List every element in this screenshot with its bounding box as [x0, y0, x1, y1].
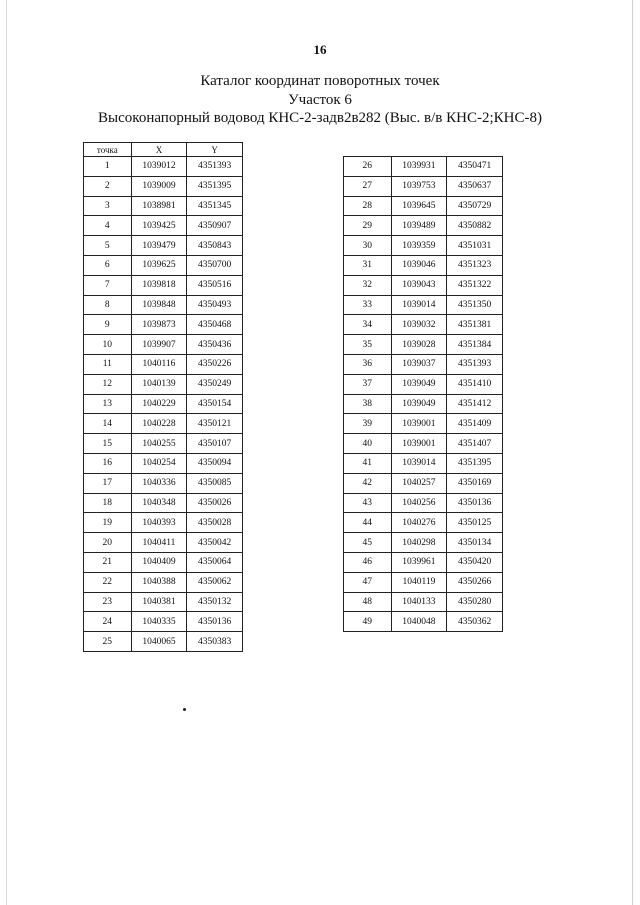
x-coordinate-cell: 1039907 — [131, 335, 187, 355]
point-number-cell: 44 — [344, 513, 392, 533]
x-coordinate-cell: 1040257 — [391, 473, 447, 493]
y-coordinate-cell: 4350436 — [187, 335, 243, 355]
table-row — [84, 493, 243, 513]
table-row — [344, 295, 503, 315]
table-row — [344, 236, 503, 256]
y-coordinate-cell: 4350882 — [447, 216, 503, 236]
point-number-cell: 28 — [344, 196, 392, 216]
point-number-cell: 3 — [84, 196, 132, 216]
point-number-cell: 8 — [84, 295, 132, 315]
y-coordinate-cell: 4350042 — [187, 533, 243, 553]
y-coordinate-cell: 4350094 — [187, 453, 243, 473]
point-number-cell: 4 — [84, 216, 132, 236]
y-coordinate-cell: 4350700 — [187, 255, 243, 275]
y-coordinate-cell: 4350125 — [447, 513, 503, 533]
point-number-cell: 1 — [84, 157, 132, 177]
x-coordinate-cell: 1040119 — [391, 572, 447, 592]
x-coordinate-cell: 1040229 — [131, 394, 187, 414]
pipeline-title: Высоконапорный водовод КНС-2-задв2в282 (Выс. в/в КНС-2;КНС-8) — [98, 110, 542, 126]
point-number-cell: 9 — [84, 315, 132, 335]
x-coordinate-cell: 1040116 — [131, 354, 187, 374]
y-coordinate-cell: 4350154 — [187, 394, 243, 414]
stray-dot-mark — [183, 708, 186, 711]
y-coordinate-cell: 4350121 — [187, 414, 243, 434]
y-coordinate-cell: 4350107 — [187, 434, 243, 454]
point-number-cell: 26 — [344, 157, 392, 177]
table-row — [84, 414, 243, 434]
x-coordinate-cell: 1039931 — [391, 157, 447, 177]
x-coordinate-cell: 1040228 — [131, 414, 187, 434]
table-row — [344, 176, 503, 196]
y-coordinate-cell: 4350134 — [447, 533, 503, 553]
table-row — [84, 335, 243, 355]
x-coordinate-cell: 1039012 — [131, 157, 187, 177]
x-coordinate-cell: 1039049 — [391, 374, 447, 394]
x-coordinate-cell: 1039753 — [391, 176, 447, 196]
x-coordinate-cell: 1040336 — [131, 473, 187, 493]
y-coordinate-cell: 4351409 — [447, 414, 503, 434]
coordinates-table-left — [83, 142, 243, 652]
y-coordinate-cell: 4350493 — [187, 295, 243, 315]
y-coordinate-cell: 4351384 — [447, 335, 503, 355]
y-coordinate-cell: 4350169 — [447, 473, 503, 493]
x-coordinate-cell: 1039001 — [391, 434, 447, 454]
table-row — [84, 473, 243, 493]
point-number-cell: 47 — [344, 572, 392, 592]
y-coordinate-cell: 4351381 — [447, 315, 503, 335]
catalog-title: Каталог координат поворотных точек — [200, 73, 440, 89]
y-coordinate-cell: 4350249 — [187, 374, 243, 394]
x-coordinate-cell: 1040276 — [391, 513, 447, 533]
table-row — [344, 453, 503, 473]
point-number-cell: 32 — [344, 275, 392, 295]
table-row — [344, 572, 503, 592]
table-row — [84, 434, 243, 454]
y-coordinate-cell: 4350226 — [187, 354, 243, 374]
x-coordinate-cell: 1039425 — [131, 216, 187, 236]
y-coordinate-cell: 4350028 — [187, 513, 243, 533]
point-number-cell: 19 — [84, 513, 132, 533]
x-coordinate-cell: 1040254 — [131, 453, 187, 473]
y-coordinate-cell: 4350383 — [187, 632, 243, 652]
x-coordinate-cell: 1039359 — [391, 236, 447, 256]
table-row — [84, 533, 243, 553]
point-number-cell: 43 — [344, 493, 392, 513]
table-row — [84, 196, 243, 216]
section-title: Участок 6 — [288, 92, 352, 108]
point-number-cell: 6 — [84, 255, 132, 275]
y-coordinate-cell: 4351395 — [447, 453, 503, 473]
point-number-cell: 23 — [84, 592, 132, 612]
table-row — [344, 434, 503, 454]
table-row — [84, 453, 243, 473]
x-coordinate-cell: 1040139 — [131, 374, 187, 394]
table-header-row — [84, 143, 243, 157]
table-row — [344, 533, 503, 553]
scan-edge-right — [632, 0, 633, 905]
table-row — [344, 354, 503, 374]
point-number-cell: 21 — [84, 552, 132, 572]
y-coordinate-cell: 4350136 — [447, 493, 503, 513]
table-row — [84, 216, 243, 236]
y-coordinate-cell: 4350362 — [447, 612, 503, 632]
point-number-cell: 29 — [344, 216, 392, 236]
table-row — [344, 196, 503, 216]
point-number-cell: 12 — [84, 374, 132, 394]
x-coordinate-cell: 1039645 — [391, 196, 447, 216]
table-row — [84, 513, 243, 533]
table-row — [84, 374, 243, 394]
y-coordinate-cell: 4350420 — [447, 552, 503, 572]
header-point: точка — [84, 143, 132, 157]
x-coordinate-cell: 1040411 — [131, 533, 187, 553]
table-row — [84, 592, 243, 612]
table-row — [84, 275, 243, 295]
x-coordinate-cell: 1040409 — [131, 552, 187, 572]
table-row — [344, 216, 503, 236]
point-number-cell: 18 — [84, 493, 132, 513]
y-coordinate-cell: 4350062 — [187, 572, 243, 592]
y-coordinate-cell: 4350637 — [447, 176, 503, 196]
point-number-cell: 7 — [84, 275, 132, 295]
point-number-cell: 14 — [84, 414, 132, 434]
page-number: 16 — [313, 42, 327, 57]
x-coordinate-cell: 1039014 — [391, 453, 447, 473]
point-number-cell: 20 — [84, 533, 132, 553]
x-coordinate-cell: 1040255 — [131, 434, 187, 454]
x-coordinate-cell: 1039032 — [391, 315, 447, 335]
y-coordinate-cell: 4350280 — [447, 592, 503, 612]
x-coordinate-cell: 1040393 — [131, 513, 187, 533]
y-coordinate-cell: 4350843 — [187, 236, 243, 256]
x-coordinate-cell: 1039049 — [391, 394, 447, 414]
x-coordinate-cell: 1038981 — [131, 196, 187, 216]
y-coordinate-cell: 4351031 — [447, 236, 503, 256]
table-row — [84, 315, 243, 335]
x-coordinate-cell: 1040335 — [131, 612, 187, 632]
y-coordinate-cell: 4351345 — [187, 196, 243, 216]
y-coordinate-cell: 4351393 — [447, 354, 503, 374]
table-row — [84, 572, 243, 592]
point-number-cell: 30 — [344, 236, 392, 256]
y-coordinate-cell: 4350729 — [447, 196, 503, 216]
point-number-cell: 37 — [344, 374, 392, 394]
x-coordinate-cell: 1040381 — [131, 592, 187, 612]
x-coordinate-cell: 1040256 — [391, 493, 447, 513]
x-coordinate-cell: 1040133 — [391, 592, 447, 612]
point-number-cell: 31 — [344, 255, 392, 275]
y-coordinate-cell: 4350907 — [187, 216, 243, 236]
x-coordinate-cell: 1040065 — [131, 632, 187, 652]
table-row — [344, 592, 503, 612]
y-coordinate-cell: 4351393 — [187, 157, 243, 177]
y-coordinate-cell: 4351323 — [447, 255, 503, 275]
point-number-cell: 2 — [84, 176, 132, 196]
y-coordinate-cell: 4351407 — [447, 434, 503, 454]
point-number-cell: 16 — [84, 453, 132, 473]
y-coordinate-cell: 4350516 — [187, 275, 243, 295]
table-row — [344, 315, 503, 335]
point-number-cell: 11 — [84, 354, 132, 374]
x-coordinate-cell: 1039009 — [131, 176, 187, 196]
y-coordinate-cell: 4350026 — [187, 493, 243, 513]
x-coordinate-cell: 1039479 — [131, 236, 187, 256]
point-number-cell: 24 — [84, 612, 132, 632]
point-number-cell: 15 — [84, 434, 132, 454]
table-row — [84, 632, 243, 652]
table-row — [344, 552, 503, 572]
point-number-cell: 34 — [344, 315, 392, 335]
table-row — [344, 255, 503, 275]
y-coordinate-cell: 4351410 — [447, 374, 503, 394]
x-coordinate-cell: 1039014 — [391, 295, 447, 315]
point-number-cell: 36 — [344, 354, 392, 374]
point-number-cell: 49 — [344, 612, 392, 632]
table-row — [84, 612, 243, 632]
coordinates-table-right — [343, 156, 503, 632]
x-coordinate-cell: 1040298 — [391, 533, 447, 553]
table-row — [344, 374, 503, 394]
y-coordinate-cell: 4351350 — [447, 295, 503, 315]
x-coordinate-cell: 1040388 — [131, 572, 187, 592]
x-coordinate-cell: 1039028 — [391, 335, 447, 355]
point-number-cell: 13 — [84, 394, 132, 414]
table-row — [84, 255, 243, 275]
x-coordinate-cell: 1039489 — [391, 216, 447, 236]
point-number-cell: 10 — [84, 335, 132, 355]
x-coordinate-cell: 1039037 — [391, 354, 447, 374]
table-row — [344, 414, 503, 434]
x-coordinate-cell: 1039001 — [391, 414, 447, 434]
y-coordinate-cell: 4350064 — [187, 552, 243, 572]
x-coordinate-cell: 1039046 — [391, 255, 447, 275]
point-number-cell: 27 — [344, 176, 392, 196]
point-number-cell: 35 — [344, 335, 392, 355]
x-coordinate-cell: 1039961 — [391, 552, 447, 572]
y-coordinate-cell: 4350136 — [187, 612, 243, 632]
point-number-cell: 25 — [84, 632, 132, 652]
y-coordinate-cell: 4351412 — [447, 394, 503, 414]
table-row — [344, 513, 503, 533]
x-coordinate-cell: 1040348 — [131, 493, 187, 513]
point-number-cell: 48 — [344, 592, 392, 612]
point-number-cell: 42 — [344, 473, 392, 493]
point-number-cell: 40 — [344, 434, 392, 454]
table-row — [344, 612, 503, 632]
y-coordinate-cell: 4350085 — [187, 473, 243, 493]
y-coordinate-cell: 4351322 — [447, 275, 503, 295]
table-row — [84, 176, 243, 196]
point-number-cell: 5 — [84, 236, 132, 256]
x-coordinate-cell: 1039625 — [131, 255, 187, 275]
y-coordinate-cell: 4350132 — [187, 592, 243, 612]
header-y: Y — [187, 143, 243, 157]
table-row — [344, 394, 503, 414]
table-row — [344, 493, 503, 513]
table-row — [84, 354, 243, 374]
point-number-cell: 41 — [344, 453, 392, 473]
scan-edge-left — [6, 0, 7, 905]
table-row — [344, 157, 503, 177]
y-coordinate-cell: 4350471 — [447, 157, 503, 177]
point-number-cell: 33 — [344, 295, 392, 315]
point-number-cell: 17 — [84, 473, 132, 493]
table-row — [84, 552, 243, 572]
point-number-cell: 45 — [344, 533, 392, 553]
x-coordinate-cell: 1039873 — [131, 315, 187, 335]
point-number-cell: 22 — [84, 572, 132, 592]
table-row — [84, 394, 243, 414]
x-coordinate-cell: 1039818 — [131, 275, 187, 295]
x-coordinate-cell: 1039043 — [391, 275, 447, 295]
point-number-cell: 38 — [344, 394, 392, 414]
x-coordinate-cell: 1039848 — [131, 295, 187, 315]
header-x: X — [131, 143, 187, 157]
x-coordinate-cell: 1040048 — [391, 612, 447, 632]
y-coordinate-cell: 4351395 — [187, 176, 243, 196]
table-row — [344, 335, 503, 355]
table-row — [84, 236, 243, 256]
y-coordinate-cell: 4350266 — [447, 572, 503, 592]
table-row — [84, 157, 243, 177]
point-number-cell: 46 — [344, 552, 392, 572]
table-row — [84, 295, 243, 315]
table-row — [344, 275, 503, 295]
table-row — [344, 473, 503, 493]
point-number-cell: 39 — [344, 414, 392, 434]
y-coordinate-cell: 4350468 — [187, 315, 243, 335]
